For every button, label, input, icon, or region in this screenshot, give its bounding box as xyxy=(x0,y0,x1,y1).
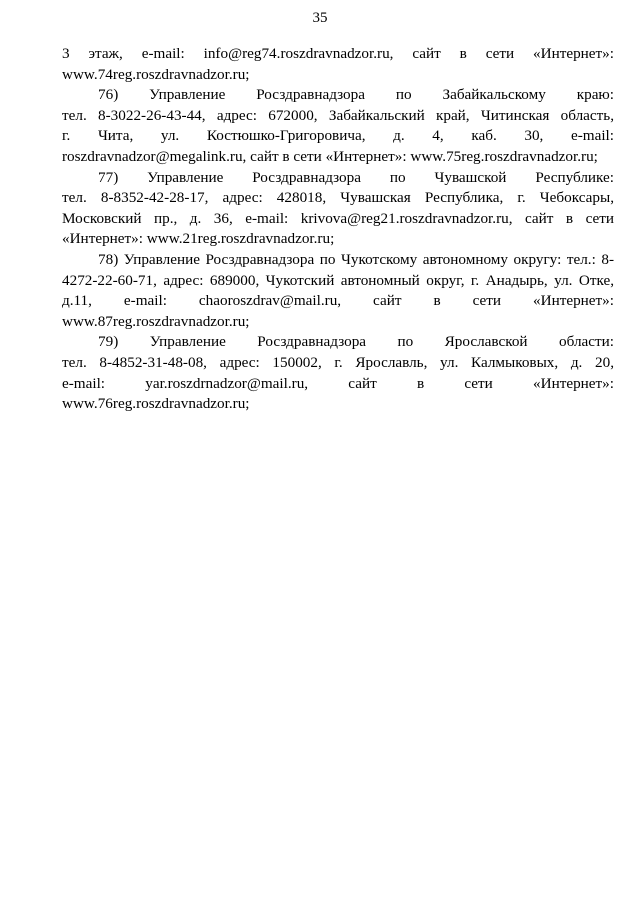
text-line: 4272-22-60-71, адрес: 689000, Чукотский автономный округ, г. Анадырь, ул. Отке, xyxy=(62,271,614,289)
text-line: e-mail: yar.roszdrnadzor@mail.ru, сайт в сети «Интернет»: xyxy=(62,374,614,392)
paragraph-p77 xyxy=(62,168,614,250)
text-line: 77) Управление Росздравнадзора по Чувашской Республике: xyxy=(98,168,614,186)
text-line: roszdravnadzor@megalink.ru, сайт в сети «Интернет»: www.75reg.roszdravnadzor.ru; xyxy=(62,147,598,165)
paragraph-p75-cont xyxy=(62,44,614,85)
text-line: www.74reg.roszdravnadzor.ru; xyxy=(62,65,250,83)
paragraph-p79 xyxy=(62,332,614,414)
text-line: Московский пр., д. 36, e-mail: krivova@reg21.roszdravnadzor.ru, сайт в сети xyxy=(62,209,614,227)
paragraph-p78 xyxy=(62,250,614,332)
text-line: «Интернет»: www.21reg.roszdravnadzor.ru; xyxy=(62,230,335,248)
text-line: д.11, e-mail: chaoroszdrav@mail.ru, сайт в сети «Интернет»: xyxy=(62,292,614,310)
paragraph-p76 xyxy=(62,85,614,167)
page-number: 35 xyxy=(312,10,328,26)
text-line: тел. 8-4852-31-48-08, адрес: 150002, г. Ярославль, ул. Калмыковых, д. 20, xyxy=(62,353,614,371)
text-line: тел. 8-8352-42-28-17, адрес: 428018, Чувашская Республика, г. Чебоксары, xyxy=(62,189,614,207)
text-line: 76) Управление Росздравнадзора по Забайкальскому краю: xyxy=(98,86,614,104)
text-line: www.76reg.roszdravnadzor.ru; xyxy=(62,395,250,413)
text-line: 3 этаж, e-mail: info@reg74.roszdravnadzor.ru, сайт в сети «Интернет»: xyxy=(62,45,614,62)
text-line: 79) Управление Росздравнадзора по Ярославской области: xyxy=(98,333,614,351)
text-line: тел. 8-3022-26-43-44, адрес: 672000, Забайкальский край, Читинская область, xyxy=(62,106,614,124)
text-line: www.87reg.roszdravnadzor.ru; xyxy=(62,312,250,330)
text-line: г. Чита, ул. Костюшко-Григоровича, д. 4, каб. 30, e-mail: xyxy=(62,127,614,145)
text-line: 78) Управление Росздравнадзора по Чукотскому автономному округу: тел.: 8- xyxy=(98,250,614,268)
document-body xyxy=(62,44,614,415)
